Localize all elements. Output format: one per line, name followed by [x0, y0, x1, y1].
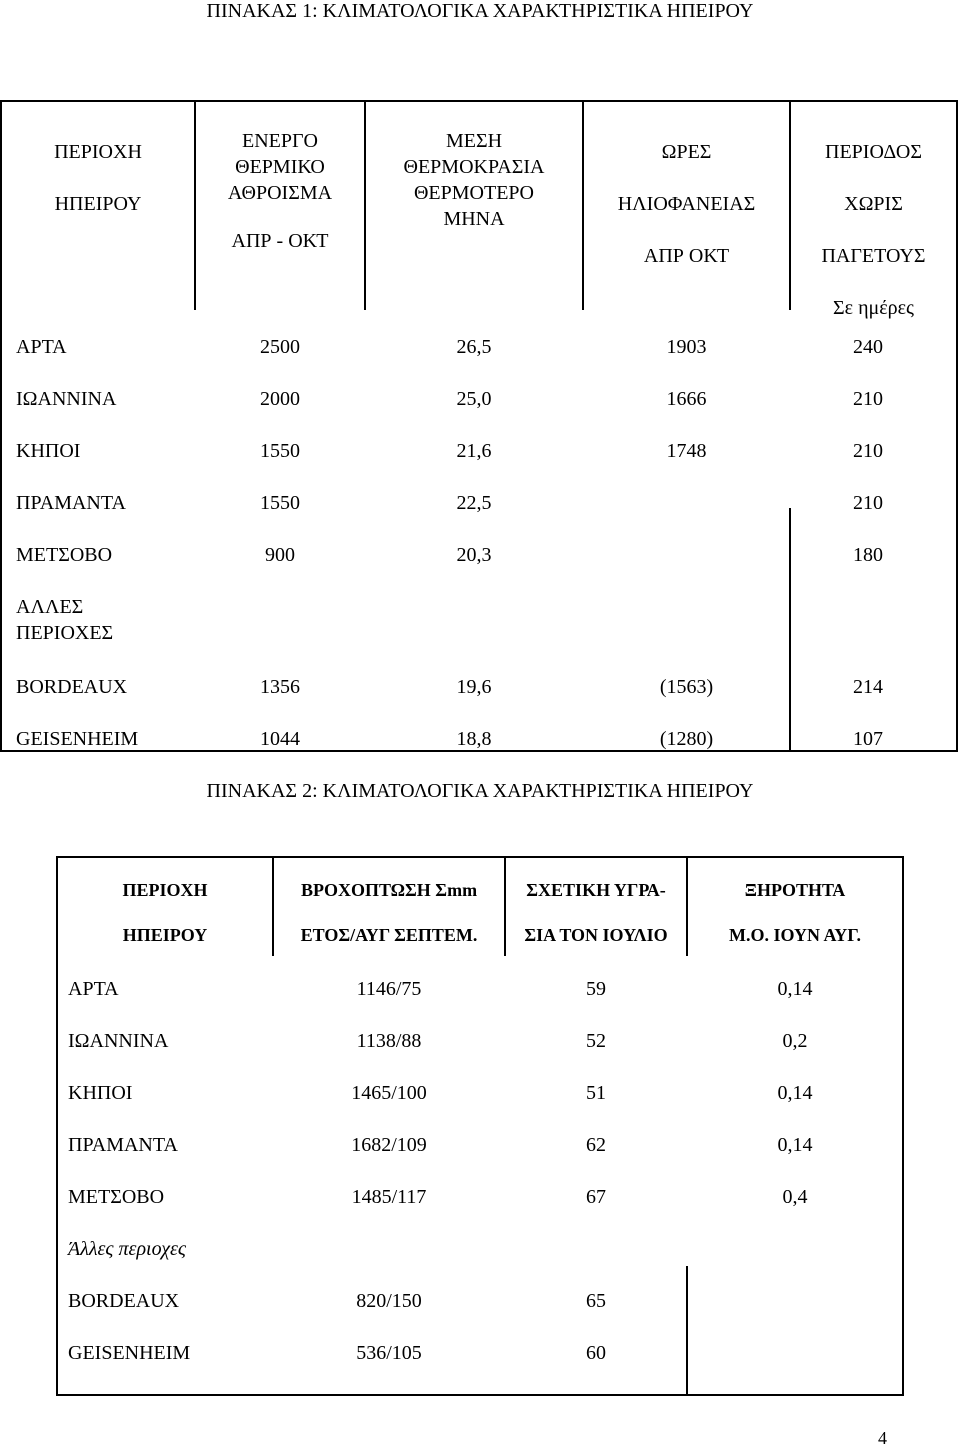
header-humidity: ΣΧΕΤΙΚΗ ΥΓΡΑ- ΣΙΑ ΤΟΝ ΙΟΥΛΙΟ	[524, 880, 668, 945]
table-border	[956, 100, 958, 752]
climate-table-1: ΠΕΡΙΟΧΗ ΗΠΕΙΡΟΥ ΕΝΕΡΓΟ ΘΕΡΜΙΚΟ ΑΘΡΟΙΣΜΑ ΑΠΡ - ΟΚΤ ΜΕΣΗ ΘΕΡΜΟΚΡΑΣΙΑ ΘΕΡΜΟΤΕΡΟ ΜΗΝΑ ΩΡΕΣ ΗΛΙΟΦΑΝΕΙΑΣ ΑΠΡ ΟΚΤ ΠΕΡΙΟΔΟΣ ΧΩΡΙΣ ΠΑΓΕΤΟΥΣ Σε ημέρες ΑΡΤΑ 2500 26,5 1903 240 ΙΩΑΝΝΙΝΑ 2000 25,0 1666 210 ΚΗΠΟΙ 1550 21,6 1748 210 ΠΡΑΜΑΝΤΑ 1550 22,5 210 ΜΕΤΣΟΒΟ 900 20,3 180 ΑΛΛΕΣ ΠΕΡΙΟΧΕΣ BORDEAUX 1356 19,6 (1563) 214 GEISENHEIM 1044 18,8 (1280) 107	[0, 100, 958, 752]
page-number: 4	[878, 1428, 887, 1448]
header-rainfall: ΒΡΟΧΟΠΤΩΣΗ Σmm ΕΤΟΣ/ΑΥΓ ΣΕΠΤΕΜ.	[300, 880, 478, 945]
header-region: ΠΕΡΙΟΧΗ ΗΠΕΙΡΟΥ	[54, 141, 142, 215]
header-region: ΠΕΡΙΟΧΗ ΗΠΕΙΡΟΥ	[122, 880, 208, 945]
table-border	[0, 100, 958, 102]
climate-table-2: ΠΕΡΙΟΧΗ ΗΠΕΙΡΟΥ ΒΡΟΧΟΠΤΩΣΗ Σmm ΕΤΟΣ/ΑΥΓ ΣΕΠΤΕΜ. ΣΧΕΤΙΚΗ ΥΓΡΑ- ΣΙΑ ΤΟΝ ΙΟΥΛΙΟ ΞΗΡΟΤΗΤΑ Μ.Ο. ΙΟΥΝ ΑΥΓ. ΑΡΤΑ 1146/75 59 0,14 ΙΩΑΝΝΙΝΑ 1138/88 52 0,2 ΚΗΠΟΙ 1465/100 51 0,14 ΠΡΑΜΑΝΤΑ 1682/109 62 0,14 ΜΕΤΣΟΒΟ 1485/117 67 0,4 Άλλες περιοχες BORDEAUX 820/150 65 GEISENHEIM 536/105 60	[56, 856, 904, 1396]
header-mean-temp: ΜΕΣΗ ΘΕΡΜΟΚΡΑΣΙΑ ΘΕΡΜΟΤΕΡΟ ΜΗΝΑ	[403, 130, 545, 230]
header-heat-sum: ΕΝΕΡΓΟ ΘΕΡΜΙΚΟ ΑΘΡΟΙΣΜΑ ΑΠΡ - ΟΚΤ	[227, 130, 333, 252]
header-frost-free: ΠΕΡΙΟΔΟΣ ΧΩΡΙΣ ΠΑΓΕΤΟΥΣ Σε ημέρες	[821, 141, 926, 319]
header-sunshine: ΩΡΕΣ ΗΛΙΟΦΑΝΕΙΑΣ ΑΠΡ ΟΚΤ	[617, 141, 756, 267]
table-border	[902, 856, 904, 1396]
table2-caption: ΠΙΝΑΚΑΣ 2: ΚΛΙΜΑΤΟΛΟΓΙΚΑ ΧΑΡΑΚΤΗΡΙΣΤΙΚΑ ΗΠΕΙΡΟΥ	[206, 780, 754, 802]
header-dryness: ΞΗΡΟΤΗΤΑ Μ.Ο. ΙΟΥΝ ΑΥΓ.	[728, 880, 861, 945]
table-border	[56, 856, 904, 858]
table-border	[56, 1394, 904, 1396]
column-divider	[686, 1266, 688, 1396]
table1-caption: ΠΙΝΑΚΑΣ 1: ΚΛΙΜΑΤΟΛΟΓΙΚΑ ΧΑΡΑΚΤΗΡΙΣΤΙΚΑ ΗΠΕΙΡΟΥ	[206, 0, 754, 22]
